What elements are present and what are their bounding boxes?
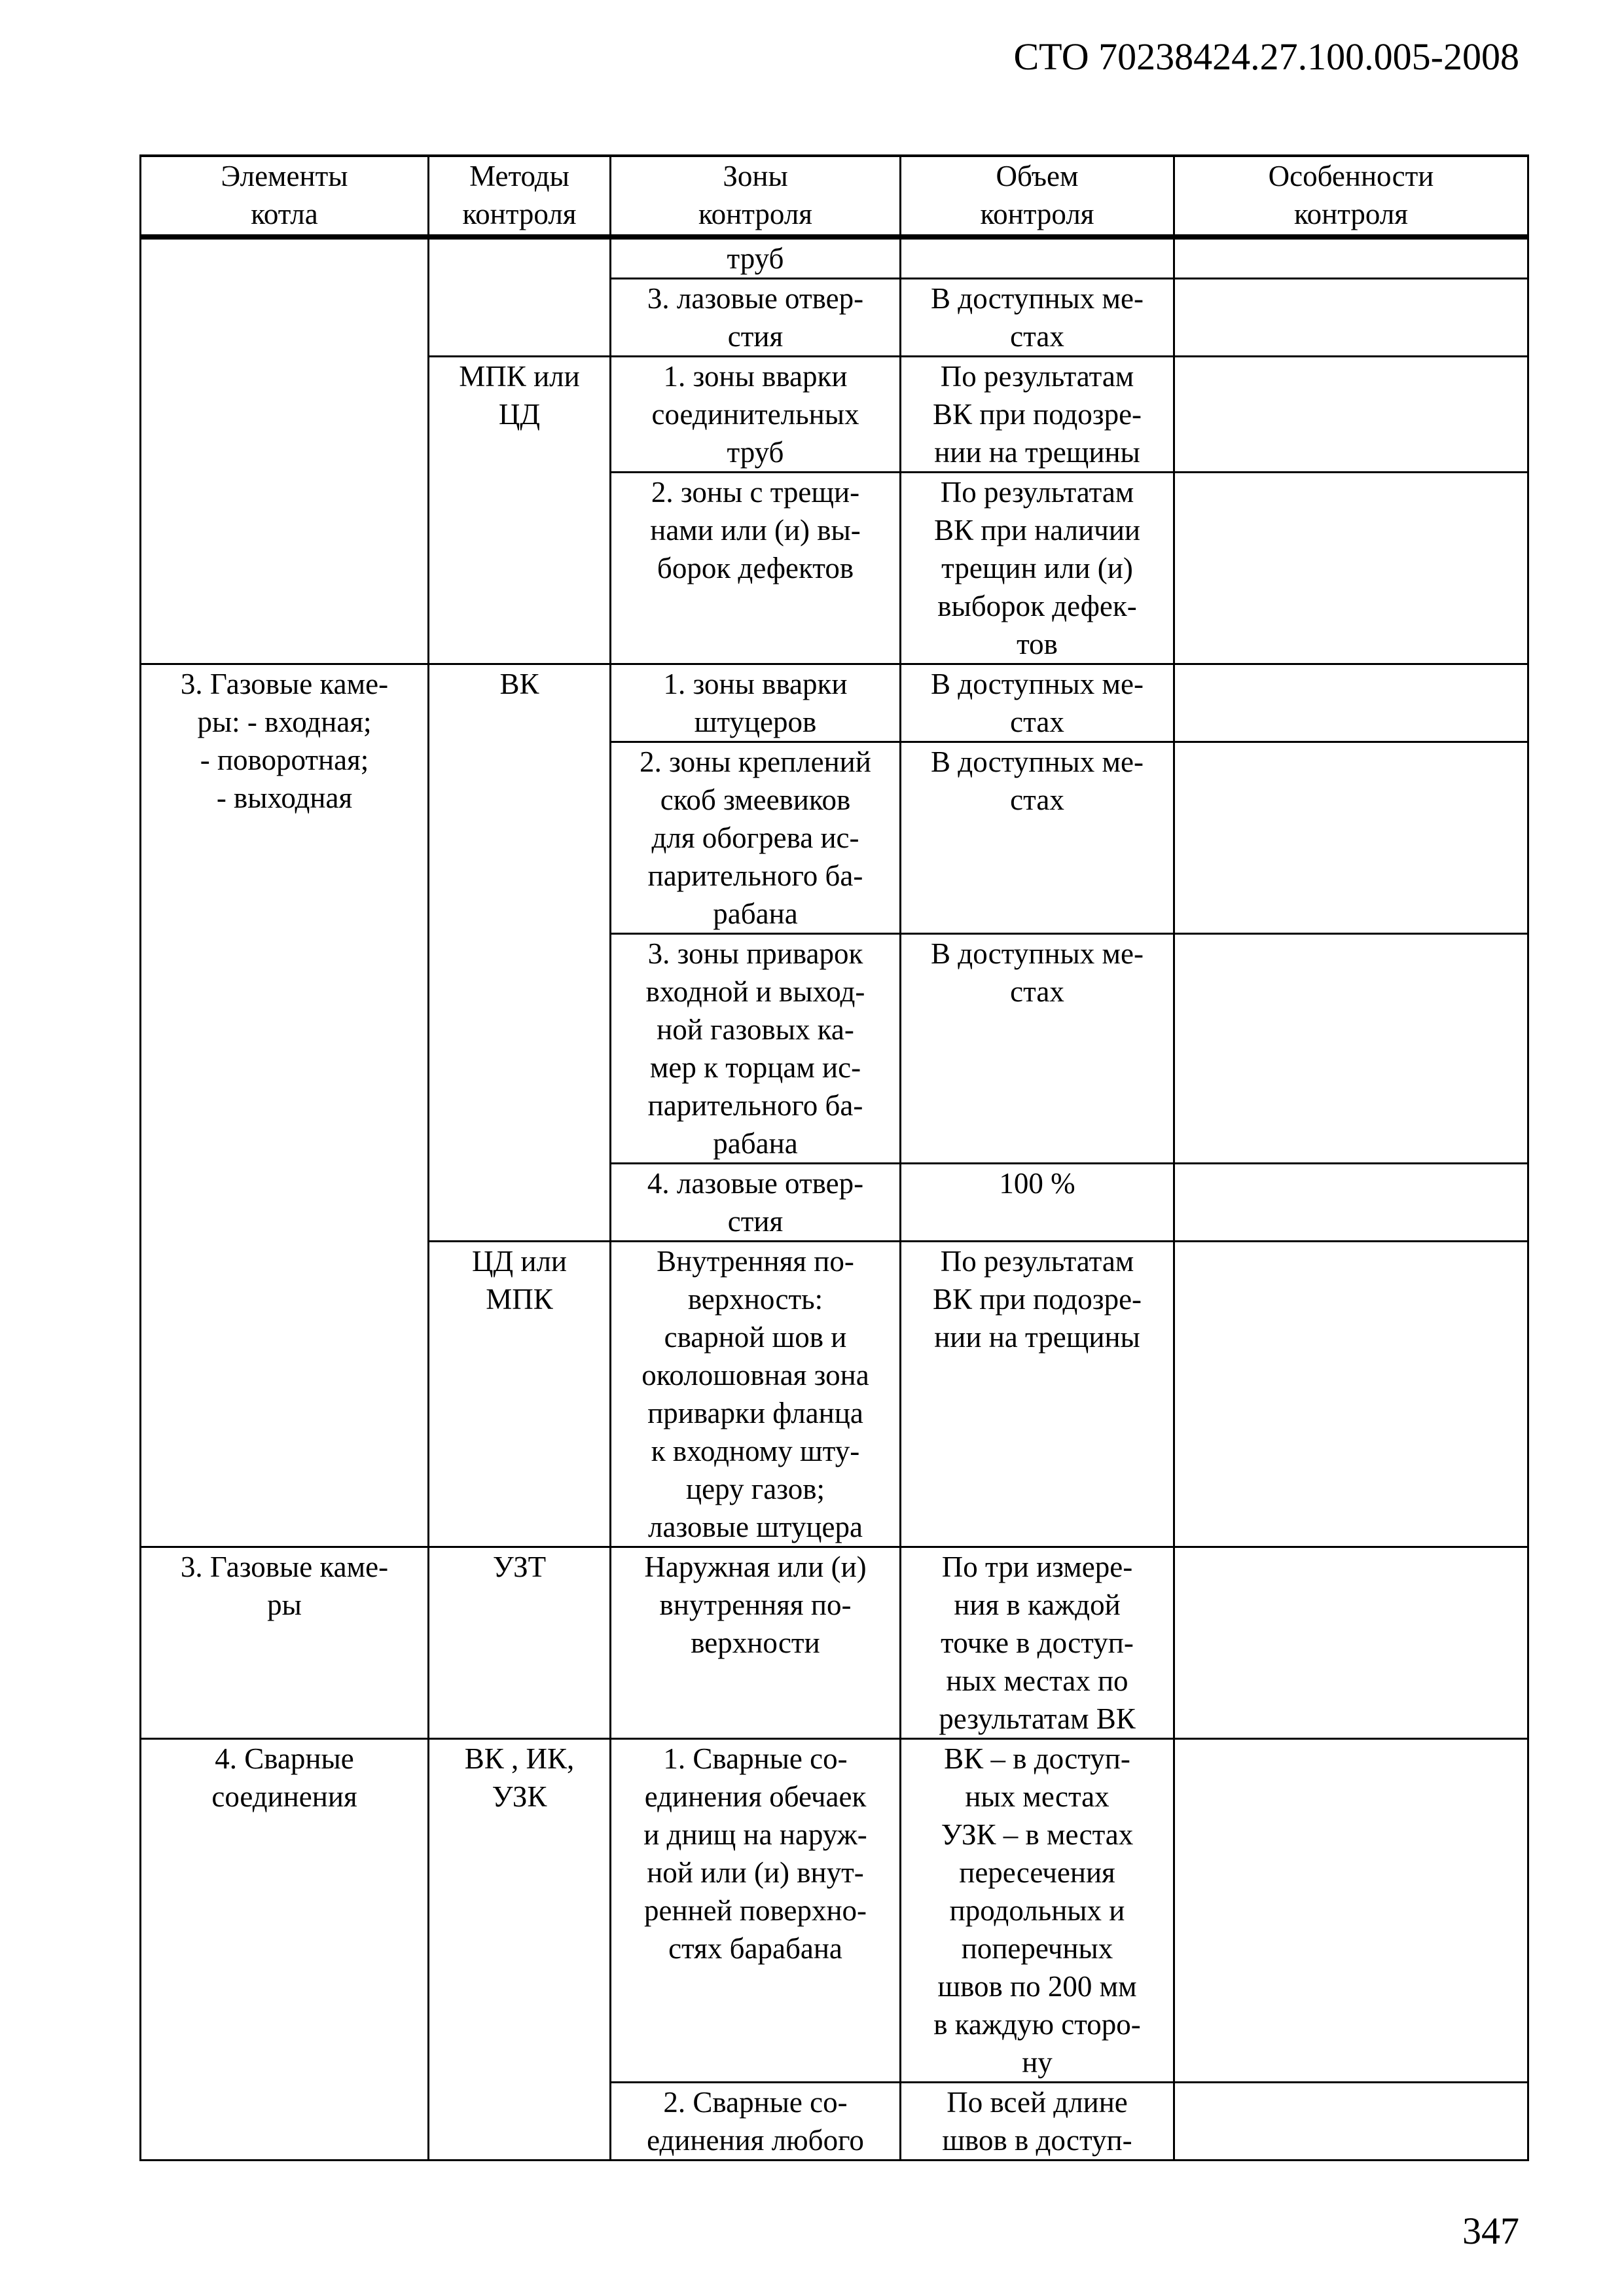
method-cell: УЗТ (429, 1547, 611, 1739)
element-cell: 3. Газовые каме- ры: - входная; - поворотная; - выходная (141, 664, 429, 1547)
volume-cell: По всей длине швов в доступ- (901, 2083, 1174, 2161)
column-header-zones: Зоны контроля (611, 156, 901, 237)
zone-cell: 2. зоны с трещи- нами или (и) вы- борок дефектов (611, 473, 901, 664)
volume-cell (901, 237, 1174, 279)
table-header-row (141, 156, 1528, 237)
volume-cell: В доступных ме- стах (901, 742, 1174, 934)
volume-cell: По три измере- ния в каждой точке в доступ- ных местах по результатам ВК (901, 1547, 1174, 1739)
notes-cell (1174, 279, 1528, 357)
notes-cell (1174, 357, 1528, 473)
column-header-volume: Объем контроля (901, 156, 1174, 237)
notes-cell (1174, 1242, 1528, 1547)
zone-cell: 2. Сварные со- единения любого (611, 2083, 901, 2161)
column-header-methods: Методы контроля (429, 156, 611, 237)
method-cell: МПК или ЦД (429, 357, 611, 664)
document-code: СТО 70238424.27.100.005-2008 (1013, 35, 1519, 78)
zone-cell: 2. зоны креплений скоб змеевиков для обогрева ис- парительного ба- рабана (611, 742, 901, 934)
notes-cell (1174, 934, 1528, 1164)
table-row (141, 1739, 1528, 2083)
table-row (141, 237, 1528, 279)
notes-cell (1174, 473, 1528, 664)
volume-cell: 100 % (901, 1164, 1174, 1242)
method-cell: ВК (429, 664, 611, 1242)
element-cell: 3. Газовые каме- ры (141, 1547, 429, 1739)
volume-cell: По результатам ВК при подозре- нии на трещины (901, 1242, 1174, 1547)
volume-cell: В доступных ме- стах (901, 664, 1174, 742)
notes-cell (1174, 237, 1528, 279)
zone-cell: Внутренняя по- верхность: сварной шов и околошовная зона приварки фланца к входному шту- церу газов; лазовые штуцера (611, 1242, 901, 1547)
notes-cell (1174, 1547, 1528, 1739)
zone-cell: 1. Сварные со- единения обечаек и днищ на наруж- ной или (и) внут- ренней поверхно- стях барабана (611, 1739, 901, 2083)
column-header-notes: Особенности контроля (1174, 156, 1528, 237)
notes-cell (1174, 2083, 1528, 2161)
zone-cell: 3. зоны приварок входной и выход- ной газовых ка- мер к торцам ис- парительного ба- рабана (611, 934, 901, 1164)
method-cell: ЦД или МПК (429, 1242, 611, 1547)
volume-cell: ВК – в доступ- ных местах УЗК – в местах пересечения продольных и поперечных швов по 200 мм в каждую сторо- ну (901, 1739, 1174, 2083)
volume-cell: В доступных ме- стах (901, 934, 1174, 1164)
column-header-elements: Элементы котла (141, 156, 429, 237)
method-cell (429, 237, 611, 357)
notes-cell (1174, 1164, 1528, 1242)
notes-cell (1174, 742, 1528, 934)
volume-cell: По результатам ВК при подозре- нии на трещины (901, 357, 1174, 473)
zone-cell: 1. зоны вварки штуцеров (611, 664, 901, 742)
zone-cell: 1. зоны вварки соединительных труб (611, 357, 901, 473)
volume-cell: В доступных ме- стах (901, 279, 1174, 357)
element-cell: 4. Сварные соединения (141, 1739, 429, 2161)
inspection-table (139, 154, 1529, 2161)
zone-cell: 3. лазовые отвер- стия (611, 279, 901, 357)
notes-cell (1174, 664, 1528, 742)
element-cell (141, 237, 429, 664)
table-row (141, 1547, 1528, 1739)
zone-cell: Наружная или (и) внутренняя по- верхности (611, 1547, 901, 1739)
zone-cell: 4. лазовые отвер- стия (611, 1164, 901, 1242)
table-row (141, 664, 1528, 742)
page-number: 347 (1462, 2210, 1519, 2252)
method-cell: ВК , ИК, УЗК (429, 1739, 611, 2161)
volume-cell: По результатам ВК при наличии трещин или (и) выборок дефек- тов (901, 473, 1174, 664)
notes-cell (1174, 1739, 1528, 2083)
zone-cell: труб (611, 237, 901, 279)
